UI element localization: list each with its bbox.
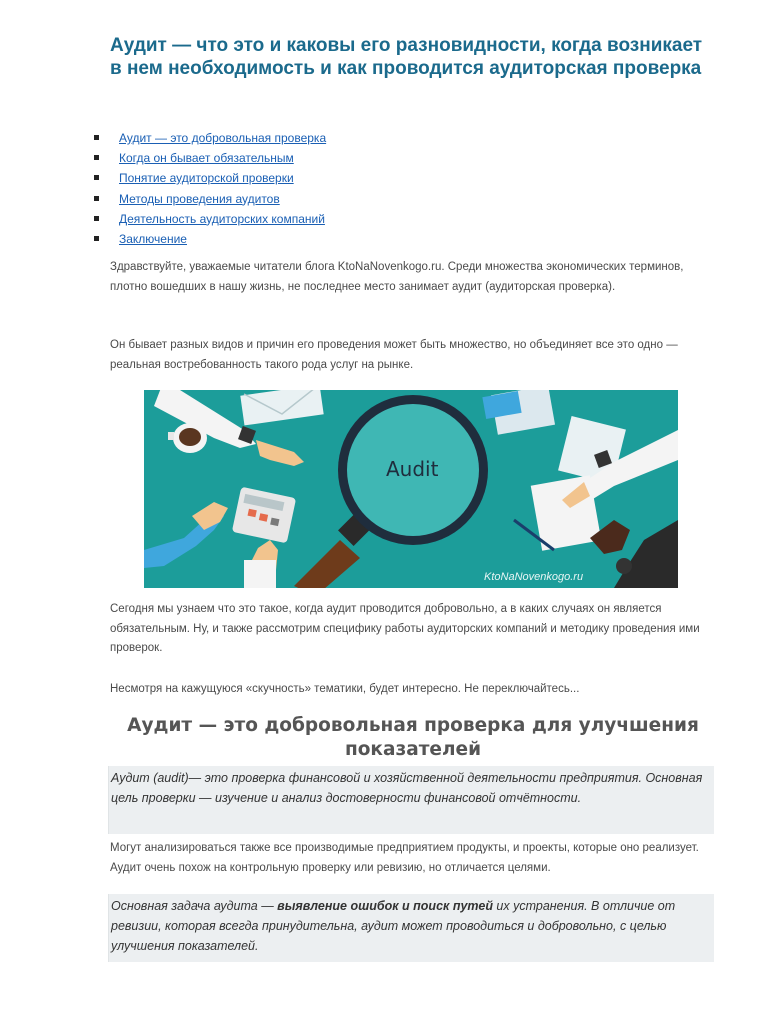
toc-item — [94, 229, 326, 249]
definition-callout: Аудит (audit)— это проверка финансовой и хозяйственной деятельности предприятия. Основная цель проверки — изучение и анализ достоверности финансовой отчётности. — [108, 766, 714, 834]
section-body-paragraph: Могут анализироваться также все производимые предприятием продукты, и проекты, которые оно реализует. Аудит очень похож на контрольную проверку или ревизию, но отличается целями. — [110, 842, 699, 874]
toc-item — [94, 128, 326, 148]
bullet-icon — [94, 175, 99, 180]
toc-link-companies[interactable]: Деятельность аудиторских компаний — [119, 211, 325, 226]
task-callout — [108, 894, 714, 962]
section-heading: Аудит — это добровольная проверка для улучшения показателей — [127, 715, 699, 760]
toc-link-methods[interactable]: Методы проведения аудитов — [119, 191, 280, 206]
table-of-contents — [94, 128, 326, 249]
intro-paragraph-4: Несмотря на кажущуюся «скучность» тематики, будет интересно. Не переключайтесь... — [110, 683, 580, 695]
bullet-icon — [94, 155, 99, 160]
audit-illustration — [144, 390, 678, 588]
bullet-icon — [94, 236, 99, 241]
toc-item — [94, 209, 326, 229]
audit-label: Audit — [386, 457, 439, 481]
bullet-icon — [94, 196, 99, 201]
task-callout-text-start: Основная задача аудита — — [111, 899, 278, 913]
toc-item — [94, 189, 326, 209]
toc-link-conclusion[interactable]: Заключение — [119, 231, 187, 246]
intro-paragraph-1: Здравствуйте, уважаемые читатели блога KtoNaNovenkogo.ru. Среди множества экономических терминов, плотно вошедших в нашу жизнь, не последнее место занимает аудит (аудиторская проверка). — [110, 261, 684, 293]
illustration-graphic — [144, 390, 678, 588]
task-callout-text-end: их устранения. В отличие от ревизии, которая всегда принудительна, аудит может проводиться и добровольно, с целью улучшения показателей. — [111, 899, 676, 953]
intro-paragraph-2: Он бывает разных видов и причин его проведения может быть множество, но объединяет все это одно — реальная востребованность такого рода услуг на рынке. — [110, 339, 678, 371]
toc-item — [94, 148, 326, 168]
task-callout-bold: выявление ошибок и поиск путей — [277, 899, 493, 913]
image-watermark: KtoNaNovenkogo.ru — [484, 571, 584, 583]
article-title: Аудит — что это и каковы его разновидности, когда возникает в нем необходимость и как проводится аудиторская проверка — [110, 35, 703, 79]
intro-paragraph-3: Сегодня мы узнаем что это такое, когда аудит проводится добровольно, а в каких случаях он является обязательным. Ну, и также рассмотрим специфику работы аудиторских компаний и методику проведения ими проверок. — [110, 603, 700, 654]
toc-link-voluntary[interactable]: Аудит — это добровольная проверка — [119, 131, 327, 145]
toc-link-concept[interactable]: Понятие аудиторской проверки — [119, 171, 294, 186]
bullet-icon — [94, 135, 99, 140]
bullet-icon — [94, 216, 99, 221]
toc-link-mandatory[interactable]: Когда он бывает обязательным — [119, 151, 294, 166]
toc-item — [94, 168, 326, 188]
